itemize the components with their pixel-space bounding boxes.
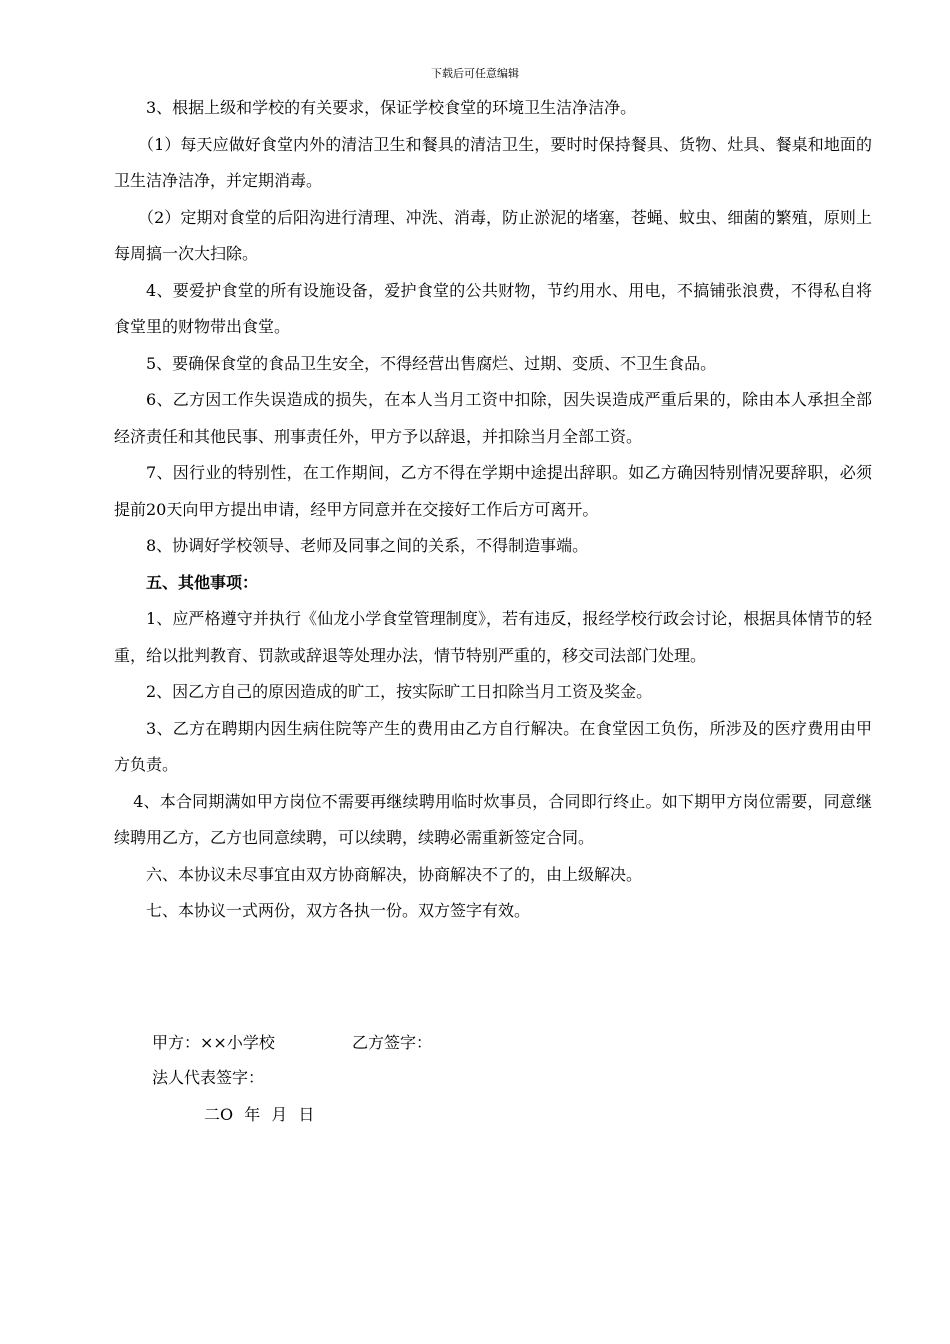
clause-4: 4、要爱护食堂的所有设施设备，爱护食堂的公共财物，节约用水、用电，不搞铺张浪费，不得私自将食堂里的财物带出食堂。 — [114, 280, 872, 336]
contract-body — [114, 90, 872, 930]
other-clause-3: 3、乙方在聘期内因生病住院等产生的费用由乙方自行解决。在食堂因工负伤，所涉及的医疗费用由甲方负责。 — [114, 718, 872, 774]
other-clause-1: 1、应严格遵守并执行《仙龙小学食堂管理制度》，若有违反，报经学校行政会讨论，根据具体情节的轻重，给以批判教育、罚款或辞退等处理办法，情节特别严重的，移交司法部门处理。 — [114, 609, 872, 665]
clause-7: 7、因行业的特别性，在工作期间，乙方不得在学期中途提出辞职。如乙方确因特别情况要辞职，必须提前20天向甲方提出申请，经甲方同意并在交接好工作后方可离开。 — [114, 463, 872, 519]
section-seven: 七、本协议一式两份，双方各执一份。双方签字有效。 — [146, 901, 531, 920]
legal-rep-signature-label: 法人代表签字： — [152, 1068, 265, 1087]
signature-block — [152, 1025, 432, 1132]
party-b-signature-label: 乙方签字： — [352, 1033, 433, 1052]
section-heading-other-matters: 五、其他事项： — [146, 572, 259, 592]
other-clause-4: 4、本合同期满如甲方岗位不需要再继续聘用临时炊事员，合同即行终止。如下期甲方岗位需要，同意继续聘用乙方，乙方也同意续聘，可以续聘，续聘必需重新签定合同。 — [114, 791, 872, 847]
party-a-label: 甲方：××小学校 — [152, 1033, 275, 1052]
clause-8: 8、协调好学校领导、老师及同事之间的关系，不得制造事端。 — [146, 536, 589, 555]
clause-3-2: （2）定期对食堂的后阳沟进行清理、冲洗、消毒，防止淤泥的堵塞，苍蝇、蚊虫、细菌的繁殖，原则上每周搞一次大扫除。 — [114, 207, 872, 263]
section-six: 六、本协议未尽事宜由双方协商解决，协商解决不了的，由上级解决。 — [146, 864, 643, 884]
signature-date: 二O 年 月 日 — [204, 1105, 315, 1124]
signature-parties-row — [152, 1025, 432, 1060]
clause-3-1: （1）每天应做好食堂内外的清洁卫生和餐具的清洁卫生，要时时保持餐具、货物、灶具、餐桌和地面的卫生洁净洁净，并定期消毒。 — [114, 134, 872, 190]
other-clause-2: 2、因乙方自己的原因造成的旷工，按实际旷工日扣除当月工资及奖金。 — [146, 682, 653, 701]
clause-5: 5、要确保食堂的食品卫生安全，不得经营出售腐烂、过期、变质、不卫生食品。 — [146, 353, 717, 373]
clause-3: 3、根据上级和学校的有关要求，保证学校食堂的环境卫生洁净洁净。 — [146, 98, 637, 117]
clause-6: 6、乙方因工作失误造成的损失，在本人当月工资中扣除，因失误造成严重后果的，除由本人承担全部经济责任和其他民事、刑事责任外，甲方予以辞退，并扣除当月全部工资。 — [114, 390, 872, 446]
header-note: 下载后可任意编辑 — [431, 67, 519, 80]
